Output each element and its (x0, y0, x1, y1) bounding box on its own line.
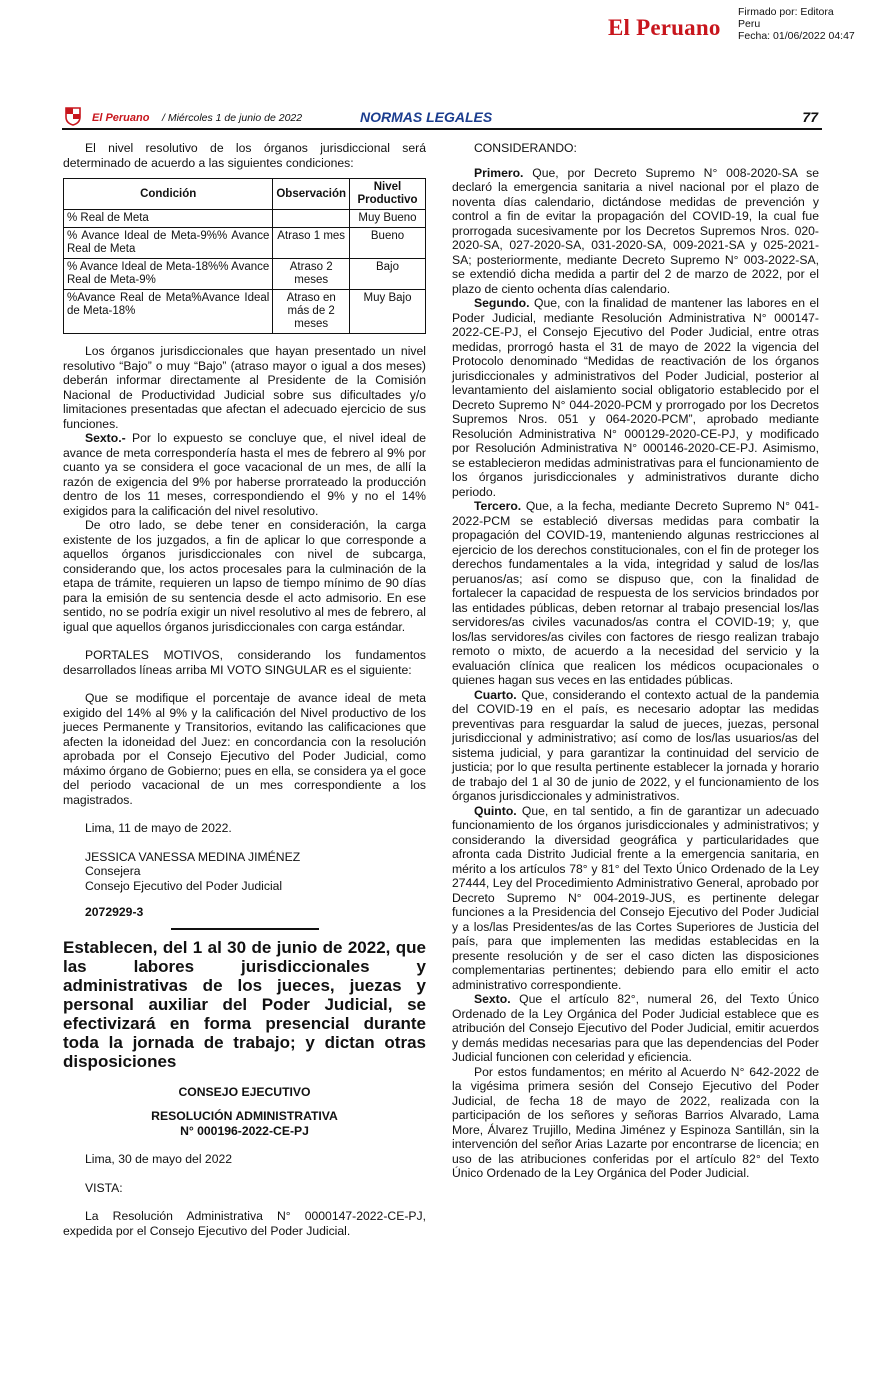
paragraph-lead: Cuarto. (474, 687, 517, 702)
paragraph-lead: Primero. (474, 165, 524, 180)
place-date: Lima, 11 de mayo de 2022. (85, 821, 232, 835)
paragraph: El nivel resolutivo de los órganos jurisdiccional será determinado de acuerdo a las siguientes condiciones: (63, 141, 426, 170)
considerando-label: CONSIDERANDO: (474, 141, 577, 155)
table-header: Nivel Productivo (350, 179, 426, 210)
paragraph-body: Que el artículo 82°, numeral 26, del Texto Único Ordenado de la Ley Orgánica del Poder Judicial establece que es atribución del Consejo Ejecutivo del Poder Judicial, emitir acuerdos y demás medidas necesarias para que las dependencias del Poder Judicial funcionen con celeridad y eficiencia. (452, 992, 819, 1064)
paragraph-body: Que, con la finalidad de mantener las labores en el Poder Judicial, mediante Resolución Administrativa N° 000147-2022-CE-PJ, el Consejo Ejecutivo del Poder Judicial, entre otras medidas, prorrogó hasta el 31 de mayo de 2022 la vigencia del Protocolo denominado “Medidas de reactivación de los órganos jurisdiccionales y administrativos del Poder Judicial, posterior al levantamiento del aislamiento social obligatorio establecido por el Decreto Supremo N° 044-2020-PCM y prorrogado por los Decretos Supremos Nros. 051 y 064-2020-PCM”, aprobado mediante Resolución Administrativa N° 000129-2020-CE-PJ, y modificado por Resolución Administrativa N° 000146-2020-CE-PJ. Asimismo, se establecieron medidas administrativas para el funcionamiento de los órganos jurisdiccionales y administrativos durante dicho periodo. (452, 296, 819, 499)
table-cell: Bajo (350, 259, 426, 290)
council-name: CONSEJO EJECUTIVO (178, 1084, 311, 1099)
table-cell: % Avance Ideal de Meta-18%% Avance Real de Meta-9% (64, 259, 273, 290)
signature-line-2: Peru (738, 18, 761, 30)
digital-signature (738, 6, 855, 42)
table-cell: %Avance Real de Meta%Avance Ideal de Meta-18% (64, 290, 273, 334)
coat-of-arms-icon (64, 106, 82, 126)
signer-org: Consejo Ejecutivo del Poder Judicial (85, 878, 283, 893)
paragraph-primero (452, 166, 819, 297)
paragraph-lead: Sexto.- (85, 431, 126, 445)
resolution-headline: Establecen, del 1 al 30 de junio de 2022, que las labores jurisdiccionales y administrativas de los jueces, juezas y personal auxiliar del Poder Judicial, se efectivizará en forma presencial durante toda la jornada de trabajo; y dictan otras disposiciones (63, 937, 426, 1071)
paragraph-body: Por lo expuesto se concluye que, el nivel ideal de avance de meta correspondería hasta el mes de febrero al 9% por cuanto ya se considera el goce vacacional de un mes, de allí la razón de exigencia del 9% por haberse prorrateado la producción dentro de los 11 meses, correspondiendo el 9% y no el 14% exigidos para la calificación del nivel resolutivo. (63, 431, 426, 518)
signer-role: Consejera (85, 864, 141, 878)
resolution-date: Lima, 30 de mayo del 2022 (85, 1152, 233, 1166)
signature-line-1: Firmado por: Editora (738, 6, 834, 18)
table-cell: Atraso en más de 2 meses (273, 290, 350, 334)
el-peruano-logo: El Peruano (608, 15, 721, 40)
table-cell: % Real de Meta (64, 210, 273, 228)
paragraph-body: Que, en tal sentido, a fin de garantizar un adecuado funcionamiento de los órganos jurisdiccionales y administrativos; y considerando la diversidad geográfica y particularidades que afronta cada Distrito Judicial frente a la emergencia sanitaria, en mérito a los artículos 78° y 81° del Texto Único Ordenado de la Ley 27444, Ley del Procedimiento Administrativo General, aprobado por Decreto Supremo N° 004-2019-JUS, es pertinente delegar funciones a la Presidencia del Consejo Ejecutivo del Poder Judicial y a los/las Presidentes/as de las Cortes Superiores de Justicia del país, para que implementen las medidas establecidas en la presente resolución y de ser el caso dicten las disposiciones complementarias pertinentes; debiendo para ello emitir el acto administrativo correspondiente. (452, 803, 819, 992)
header-date: / Miércoles 1 de junio de 2022 (162, 112, 303, 124)
paragraph-lead: Segundo. (474, 296, 530, 310)
paragraph-tercero (452, 499, 819, 688)
header-rule (62, 128, 822, 130)
paragraph-cuarto (452, 688, 819, 804)
table-row (64, 210, 426, 228)
table-cell: % Avance Ideal de Meta-9%% Avance Real de Meta (64, 228, 273, 259)
paragraph-quinto (452, 804, 819, 993)
paragraph: Los órganos jurisdiccionales que hayan presentado un nivel resolutivo “Bajo” o muy “Bajo” (atraso mayor o igual a dos meses) deberán informar directamente al Presidente de la Comisión Nacional de Productividad Judicial sobre sus dificultades y/o limitaciones presentadas que afectan el adecuado ejercicio de sus funciones. (63, 344, 426, 431)
paragraph: La Resolución Administrativa N° 0000147-2022-CE-PJ, expedida por el Consejo Ejecutivo del Poder Judicial. (63, 1209, 426, 1238)
paragraph-body: es el siguiente: (326, 662, 412, 677)
section-title: NORMAS LEGALES (360, 109, 493, 125)
conditions-table (63, 178, 426, 334)
left-column (63, 141, 426, 1238)
paragraph-lead: Quinto. (474, 803, 517, 818)
paragraph-sexto (452, 992, 819, 1065)
table-cell (273, 210, 350, 228)
right-column (452, 141, 819, 1181)
paragraph: Que se modifique el porcentaje de avance ideal de meta exigido del 14% al 9% y la calificación del Nivel productivo de los jueces Permanente y Transitorios, evitando las calificaciones que afecten la idoneidad del Juez: en concordancia con la resolución aprobada por el Consejo Ejecutivo del Poder Judicial, como máximo órgano de Gobierno; pues en ella, se considera ya el goce del periodo vacacional de un mes correspondiente a los magistrados. (63, 691, 426, 807)
paragraph-lead: Sexto. (474, 992, 511, 1006)
paragraph-lead: Tercero. (474, 499, 522, 513)
voto-singular: MI VOTO SINGULAR (210, 662, 327, 677)
table-row (64, 290, 426, 334)
paragraph-body: Que, a la fecha, mediante Decreto Supremo N° 041-2022-PCM se estableció diversas medidas para combatir la propagación del COVID-19, manteniendo algunas restricciones al ejercicio de los derechos constitucionales, con el fin de proteger los derechos fundamentales a la vida, integridad y salud de los/las peruanos/as; así como se dispuso que, con la finalidad de fortalecer la capacidad de respuesta de los servicios brindados por las entidades públicas, deben retornar al trabajo presencial los/las servidores/as civiles vacunados/as contra el COVID-19; y, que los/las servidores/as civiles con factores de riesgo realizan trabajo remoto o mixto, de acuerdo a la necesidad del servicio y la evaluación clínica que realicen los médicos ocupacionales o quienes hagan sus veces en las entidades públicas. (452, 499, 819, 687)
table-row (64, 228, 426, 259)
table-cell: Muy Bueno (350, 210, 426, 228)
signature-line-3: Fecha: 01/06/2022 04:47 (738, 30, 855, 42)
table-cell: Bueno (350, 228, 426, 259)
table-cell: Atraso 1 mes (273, 228, 350, 259)
page-number: 77 (802, 109, 818, 125)
page-header (62, 104, 822, 130)
paragraph: De otro lado, se debe tener en consideración, la carga existente de los juzgados, a fin de aplicar lo que corresponde a aquellos órganos jurisdiccionales con nivel de subcarga, considerando que, los actos procesales para la culminación de la etapa de trámite, requieren un lapso de tiempo mínimo de 90 días para la emisión de su sentencia desde el acto admisorio. En ese sentido, no se podría exigir un nivel resolutivo al mes de febrero, al igual que aquellos órganos jurisdiccionales con carga estándar. (63, 518, 426, 634)
document-number: 2072929-3 (85, 905, 144, 919)
resolution-number: N° 000196-2022-CE-PJ (180, 1123, 309, 1138)
resolution-title: RESOLUCIÓN ADMINISTRATIVA (151, 1109, 338, 1123)
paragraph-final: Por estos fundamentos; en mérito al Acuerdo N° 642-2022 de la vigésima primera sesión del Consejo Ejecutivo del Poder Judicial, de fecha 18 de mayo de 2022, realizada con la participación de los señores y señoras Barrios Alvarado, Lama More, Álvarez Trujillo, Medina Jiménez y Espinoza Santillán, sin la intervención del señor Arias Lazarte por encontrarse de licencia; en uso de las atribuciones conferidas por el artículo 82° del Texto Único Ordenado de la Ley Orgánica del Poder Judicial. (452, 1064, 819, 1180)
paragraph-body: PORTALES MOTIVOS, considerando los fundamentos desarrollados líneas arriba (63, 648, 426, 677)
table-header: Condición (64, 179, 273, 210)
table-cell: Atraso 2 meses (273, 259, 350, 290)
table-header: Observación (273, 179, 350, 210)
header-brand: El Peruano (92, 112, 150, 124)
vista-label: VISTA: (85, 1180, 123, 1195)
divider (171, 928, 319, 930)
paragraph-sexto (63, 431, 426, 518)
signer-name: JESSICA VANESSA MEDINA JIMÉNEZ (85, 849, 301, 864)
paragraph-segundo (452, 296, 819, 499)
table-row (64, 259, 426, 290)
paragraph-motivos (63, 648, 426, 677)
paragraph-body: Que, por Decreto Supremo N° 008-2020-SA se declaró la emergencia sanitaria a nivel nacional por el plazo de noventa días calendario, dictándose medidas de prevención y control a fin de evitar la propagación del COVID-19, la cual fue prorrogada sucesivamente por los Decretos Supremos Nros. 020-2020-SA, 027-2020-SA, 031-2020-SA, 009-2021-SA y 025-2021-SA; posteriormente, mediante Decreto Supremo N° 003-2022-SA, se extendió dicha medida a partir del 2 de marzo de 2022, por el plazo de ciento ochenta días calendario. (452, 165, 819, 296)
table-cell: Muy Bajo (350, 290, 426, 334)
paragraph-body: Que, considerando el contexto actual de la pandemia del COVID-19 en el país, es necesario adoptar las medidas preventivas para resguardar la salud de jueces, juezas, personal jurisdiccional y administrativo; así como de los/las usuarios/as del sistema judicial, y para garantizar la continuidad del servicio de justicia; por lo que resulta pertinente establecer la jornada y horario de trabajo del 1 al 30 de junio de 2022, y el funcionamiento de los órganos jurisdiccionales y administrativos. (452, 687, 819, 803)
